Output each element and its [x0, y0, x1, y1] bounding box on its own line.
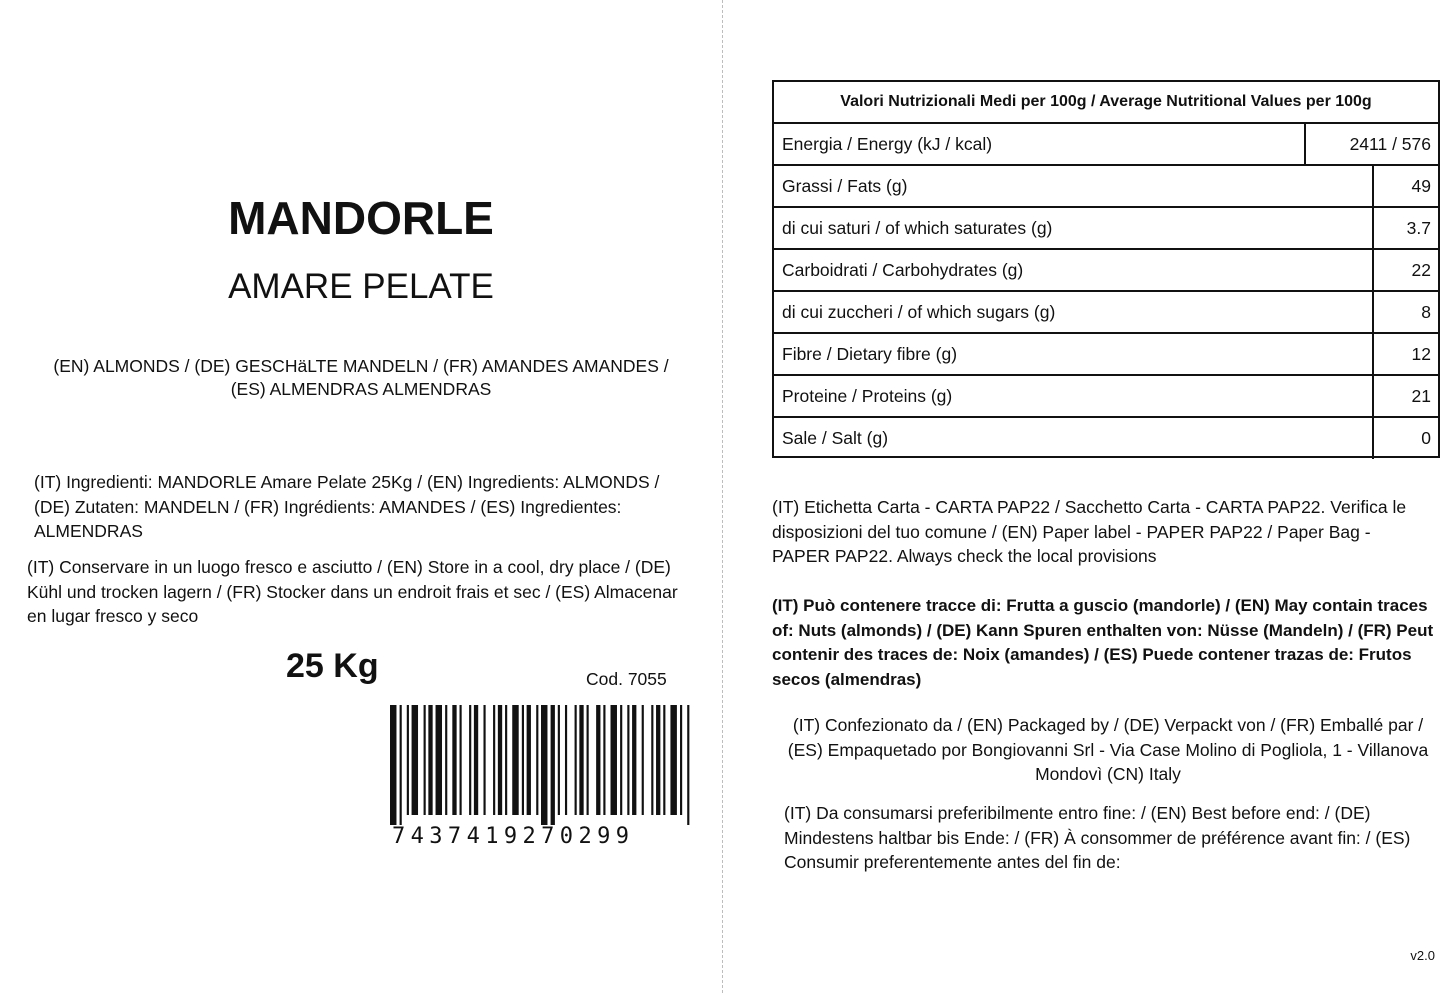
barcode-bar: [596, 705, 600, 815]
names-line-1: (EN) ALMONDS / (DE) GESCHäLTE MANDELN / (FR) AMANDES AMANDES /: [53, 356, 669, 376]
barcode-bar: [663, 705, 665, 815]
packager-text: (IT) Confezionato da / (EN) Packaged by / (DE) Verpackt von / (FR) Emballé par / (ES) Empaquetado por Bongiovanni Srl - Via Case Molino di Pogliola, 1 - Villanova Mondovì (CN) Italy: [787, 715, 1429, 784]
nutrition-label: di cui saturi / of which saturates (g): [774, 208, 1374, 248]
barcode-bar: [527, 705, 531, 815]
barcode-bar: [656, 705, 660, 815]
barcode-bar: [611, 705, 617, 815]
barcode-bar: [536, 705, 538, 815]
barcode-bar: [436, 705, 442, 815]
nutrition-label: Grassi / Fats (g): [774, 166, 1374, 206]
nutrition-row: [774, 166, 1438, 208]
barcode-bar: [575, 705, 577, 815]
nutrition-label: Fibre / Dietary fibre (g): [774, 334, 1374, 374]
nutrition-row: [774, 124, 1438, 166]
barcode-icon: [390, 705, 692, 825]
storage-text: (IT) Conservare in un luogo fresco e asciutto / (EN) Store in a cool, dry place / (DE) Kühl und trocken lagern / (FR) Stocker dans un endroit frais et sec / (ES) Almacenar en lugar fresco y seco: [27, 557, 678, 626]
recycling-text: (IT) Etichetta Carta - CARTA PAP22 / Sacchetto Carta - CARTA PAP22. Verifica le disposizioni del tuo comune / (EN) Paper label - PAPER PAP22 / Paper Bag - PAPER PAP22. Always check the local provisions: [772, 497, 1407, 566]
nutrition-value: 21: [1411, 385, 1431, 406]
barcode-bar: [642, 705, 644, 815]
allergens-text: (IT) Può contenere tracce di: Frutta a guscio (mandorle) / (EN) May contain traces of: Nuts (almonds) / (DE) Kann Spuren enthalten von: Nüsse (Mandeln) / (FR) Peut contenir des traces de: Noix (amandes) / (ES) Puede contener trazas de: Frutos secos (almendras): [772, 596, 1434, 689]
barcode-bar: [428, 705, 432, 815]
nutrition-row: [774, 334, 1438, 376]
barcode-bar: [632, 705, 636, 815]
barcode-digits: 7437419270299: [392, 824, 635, 849]
ingredients-text: (IT) Ingredienti: MANDORLE Amare Pelate 25Kg / (EN) Ingredients: ALMONDS / (DE) Zutaten: MANDELN / (FR) Ingrédients: AMANDES / (ES) Ingredientes: ALMENDRAS: [34, 472, 660, 541]
nutrition-label: Proteine / Proteins (g): [774, 376, 1374, 416]
barcode-bar: [474, 705, 478, 815]
version-label: v2.0: [1410, 948, 1435, 963]
nutrition-row: [774, 250, 1438, 292]
nutrition-label: Carboidrati / Carbohydrates (g): [774, 250, 1374, 290]
barcode-bar: [680, 705, 682, 815]
barcode-bar: [460, 705, 462, 815]
barcode-bar: [400, 705, 402, 825]
barcode-bar: [483, 705, 485, 815]
barcode-bar: [579, 705, 583, 815]
barcode-bar: [551, 705, 555, 825]
nutrition-label: Energia / Energy (kJ / kcal): [774, 124, 1306, 164]
barcode-bar: [651, 705, 653, 815]
product-title: MANDORLE: [228, 192, 494, 244]
nutrition-value: 49: [1411, 175, 1431, 196]
nutrition-row: [774, 292, 1438, 334]
barcode-bar: [603, 705, 605, 815]
nutrition-value: 12: [1411, 343, 1431, 364]
barcode-bar: [587, 705, 589, 815]
nutrition-value: 0: [1421, 428, 1431, 448]
barcode-bar: [452, 705, 456, 815]
barcode-bar: [512, 705, 518, 815]
barcode-bar: [565, 705, 567, 815]
barcode-bar: [522, 705, 524, 815]
barcode-bar: [627, 705, 629, 815]
barcode-bar: [620, 705, 622, 815]
barcode-bar: [498, 705, 502, 815]
barcode-bar: [541, 705, 547, 825]
barcode-bar: [505, 705, 507, 815]
barcode-bar: [424, 705, 426, 815]
barcode-bar: [670, 705, 676, 815]
nutrition-header: Valori Nutrizionali Medi per 100g / Average Nutritional Values per 100g: [774, 82, 1438, 124]
nutrition-value: 3.7: [1406, 217, 1431, 238]
barcode-bar: [469, 705, 471, 815]
nutrition-value: 8: [1421, 301, 1431, 322]
nutrition-label: di cui zuccheri / of which sugars (g): [774, 292, 1374, 332]
nutrition-row: [774, 418, 1438, 459]
nutrition-row: [774, 376, 1438, 418]
product-subtitle: AMARE PELATE: [228, 267, 494, 306]
nutrition-value: 2411 / 576: [1349, 133, 1431, 154]
nutrition-value: 22: [1411, 259, 1431, 280]
barcode-bar: [412, 705, 418, 815]
barcode-bar: [390, 705, 396, 825]
nutrition-table: [772, 80, 1440, 458]
barcode-bar: [445, 705, 447, 815]
fold-divider: [722, 0, 723, 993]
best-before-text: (IT) Da consumarsi preferibilmente entro fine: / (EN) Best before end: / (DE) Mindestens haltbar bis Ende: / (FR) À consommer de préférence avant fin: / (ES) Consumir preferentemente antes del fin de:: [784, 803, 1411, 872]
nutrition-label: Sale / Salt (g): [774, 418, 1374, 459]
barcode-bar: [407, 705, 409, 815]
product-code: Cod. 7055: [586, 669, 667, 689]
net-weight: 25 Kg: [286, 647, 379, 685]
product-names-translations: [24, 355, 698, 401]
barcode-bar: [558, 705, 560, 815]
nutrition-row: [774, 208, 1438, 250]
barcode-bar: [493, 705, 495, 815]
barcode-bar: [687, 705, 689, 825]
names-line-2: (ES) ALMENDRAS ALMENDRAS: [230, 379, 492, 399]
